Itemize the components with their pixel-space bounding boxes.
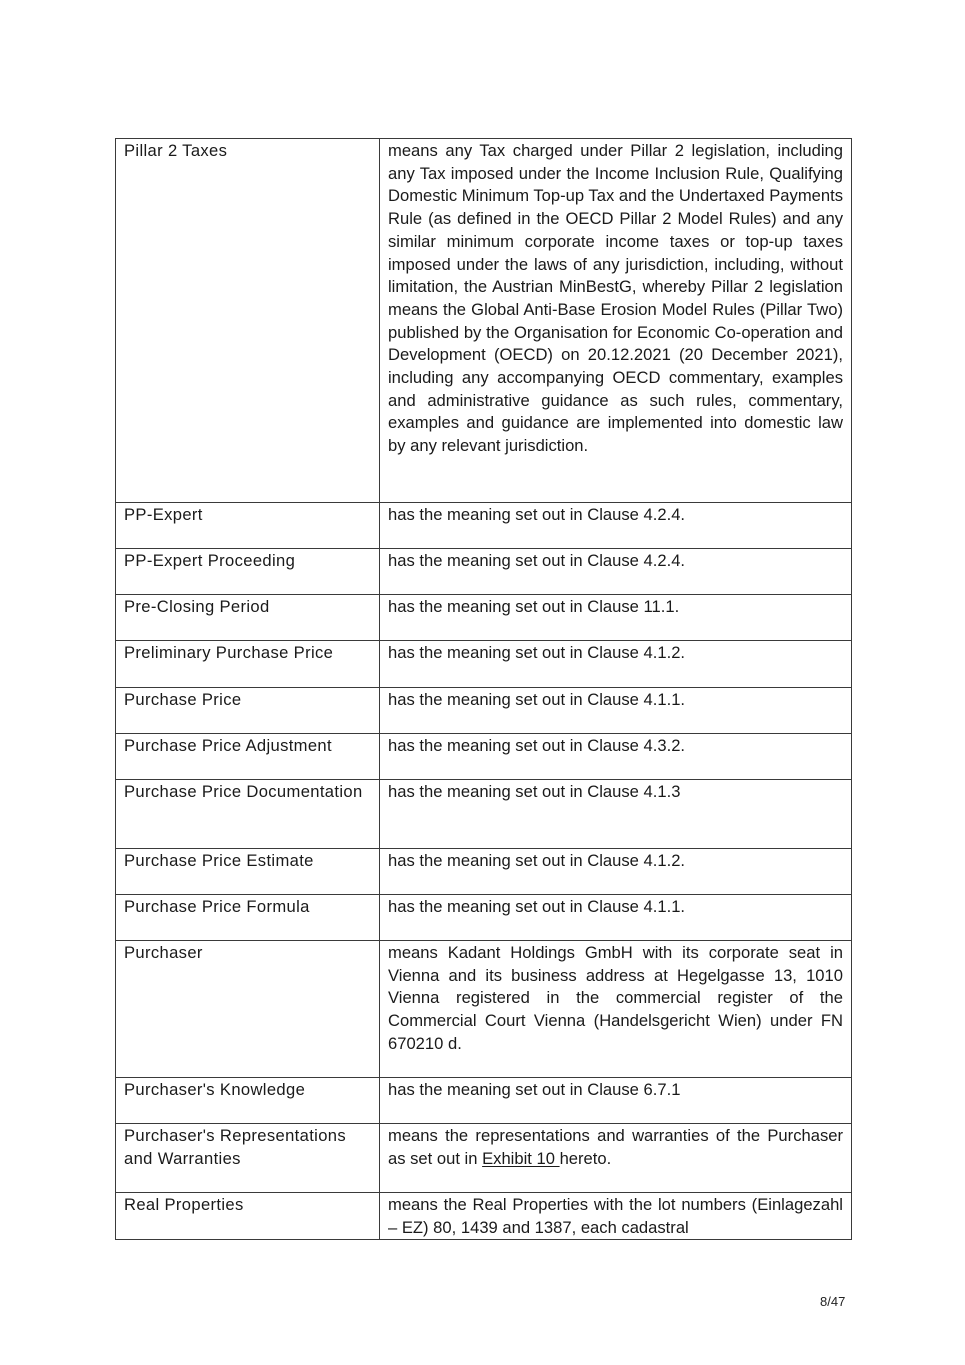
definition-cell: means Kadant Holdings GmbH with its corporate seat in Vienna and its business address at Hegelgasse 13, 1010 Vienna registered in the commercial register of the Commercial Court Vienna (Handelsgericht Wien) under FN 670210 d.: [380, 941, 852, 1078]
exhibit-10-link[interactable]: Exhibit 10: [482, 1148, 560, 1168]
table-row: [116, 780, 852, 849]
page-number: 8/47: [820, 1294, 846, 1309]
table-row: [116, 549, 852, 595]
table-row: [116, 1078, 852, 1124]
term-cell: Purchase Price Documentation: [116, 780, 380, 849]
term-cell: Purchaser's Representations and Warranties: [116, 1124, 380, 1193]
table-row: [116, 849, 852, 895]
term-cell: Preliminary Purchase Price: [116, 641, 380, 688]
table-row: [116, 1124, 852, 1193]
table-row: [116, 734, 852, 780]
definition-cell: has the meaning set out in Clause 4.3.2.: [380, 734, 852, 780]
definition-cell: has the meaning set out in Clause 4.2.4.: [380, 503, 852, 549]
term-cell: Purchase Price Adjustment: [116, 734, 380, 780]
definitions-table: [115, 138, 852, 1240]
definition-cell: has the meaning set out in Clause 4.1.2.: [380, 641, 852, 688]
definition-cell: has the meaning set out in Clause 4.1.2.: [380, 849, 852, 895]
table-row: [116, 1193, 852, 1240]
definition-text: hereto.: [559, 1148, 612, 1168]
table-row: [116, 688, 852, 734]
term-cell: Pre-Closing Period: [116, 595, 380, 641]
term-cell: Real Properties: [116, 1193, 380, 1240]
term-cell: Purchase Price Estimate: [116, 849, 380, 895]
table-row: [116, 139, 852, 503]
definition-cell: means the Real Properties with the lot numbers (Einlagezahl – EZ) 80, 1439 and 1387, each cadastral: [380, 1193, 852, 1240]
term-cell: Purchase Price: [116, 688, 380, 734]
table-row: [116, 503, 852, 549]
definition-cell: has the meaning set out in Clause 6.7.1: [380, 1078, 852, 1124]
term-cell: Purchaser: [116, 941, 380, 1078]
definition-cell: has the meaning set out in Clause 4.2.4.: [380, 549, 852, 595]
definition-cell: has the meaning set out in Clause 4.1.1.: [380, 688, 852, 734]
definition-cell: has the meaning set out in Clause 11.1.: [380, 595, 852, 641]
term-cell: Purchaser's Knowledge: [116, 1078, 380, 1124]
table-row: [116, 641, 852, 688]
term-cell: Pillar 2 Taxes: [116, 139, 380, 503]
term-cell: PP-Expert: [116, 503, 380, 549]
definition-text: means the representations and warranties of the Purchaser as set out in: [388, 1126, 843, 1168]
definition-cell: means any Tax charged under Pillar 2 legislation, including any Tax imposed under the Income Inclusion Rule, Qualifying Domestic Minimum Top-up Tax and the Undertaxed Payments Rule (as defined in the OECD Pillar 2 Model Rules) and any similar minimum corporate income taxes or top-up taxes imposed under the laws of any jurisdiction, including, without limitation, the Austrian MinBestG, whereby Pillar 2 legislation means the Global Anti-Base Erosion Model Rules (Pillar Two) published by the Organisation for Economic Co-operation and Development (OECD) on 20.12.2021 (20 December 2021), including any accompanying OECD commentary, examples and administrative guidance as such rules, commentary, examples and guidance are implemented into domestic law by any relevant jurisdiction.: [380, 139, 852, 503]
definition-cell: [380, 1124, 852, 1193]
term-cell: PP-Expert Proceeding: [116, 549, 380, 595]
definition-cell: has the meaning set out in Clause 4.1.3: [380, 780, 852, 849]
definition-cell: has the meaning set out in Clause 4.1.1.: [380, 895, 852, 941]
table-row: [116, 895, 852, 941]
table-row: [116, 941, 852, 1078]
term-cell: Purchase Price Formula: [116, 895, 380, 941]
table-row: [116, 595, 852, 641]
